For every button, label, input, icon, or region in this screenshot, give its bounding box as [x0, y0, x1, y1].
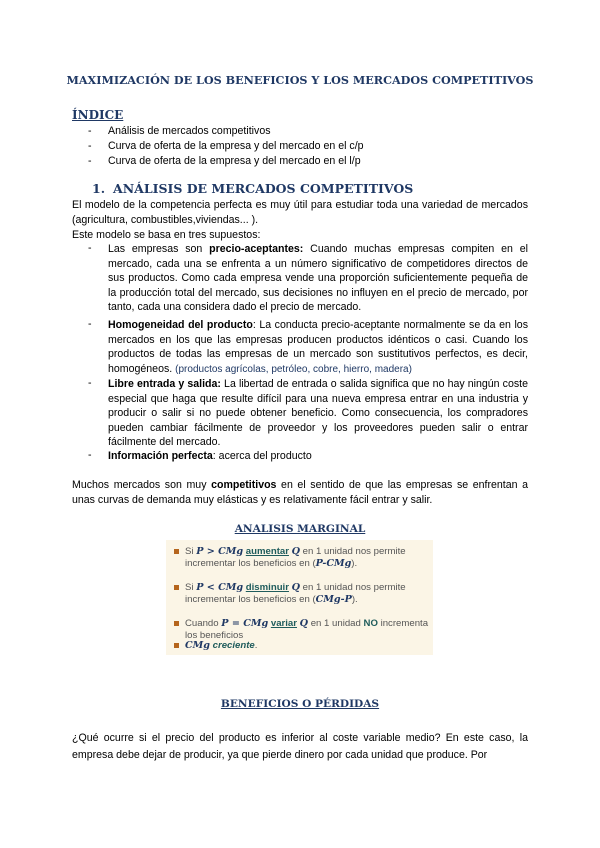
summary-text: en el sentido de que las empresas se enfrentan a unas curvas de demanda muy elásticas y es relativamente fácil entrar y salir.: [72, 479, 528, 507]
document-title: MAXIMIZACIÓN DE LOS BENEFICIOS Y LOS MERCADOS COMPETITIVOS: [66, 73, 534, 87]
assumption-item: [108, 449, 528, 464]
assumption-term: precio-aceptantes:: [209, 243, 304, 255]
profits-paragraph: ¿Qué ocurre si el precio del producto es inferior al coste variable medio? En este caso, la empresa debe dejar de producir, ya que pierde dinero por cada unidad que produce. Por: [72, 732, 528, 761]
intro-line: Este modelo se basa en tres supuestos:: [72, 229, 261, 241]
square-bullet-icon: [174, 643, 179, 648]
bullet: -: [88, 377, 92, 389]
bullet: -: [88, 449, 92, 461]
assumption-item: [108, 318, 528, 377]
square-bullet-icon: [174, 585, 179, 590]
assumption-term: Libre entrada y salida:: [108, 378, 221, 390]
bullet: -: [88, 140, 92, 152]
assumption-item: [108, 377, 528, 450]
assumption-text: : La conducta precio-aceptante normalmente se da en los mercados en los que las empresas producen productos idénticos o casi. Cuando los productos de todas las empresas de un mercado son sustitutivos perfectos, es decir, homogéneos.: [108, 319, 528, 375]
assumption-text: Cuando muchas empresas compiten en el mercado, cada una se enfrenta a un número significativo de competidores directos de sus productos. Como cada empresa vende una proporción suficientemente pequeña de la producción total del mercado, sus decisiones no influyen en el precio de mercado, por tanto, cada una considera dado el precio de mercado.: [108, 243, 528, 313]
marginal-analysis-box: Si P > CMg aumentar Q en 1 unidad nos permite incrementar los beneficios en (P-CMg). Si P < CMg disminuir Q en 1 unidad nos permite incrementar los beneficios en (CMg-P). Cuando P = CMg variar Q en 1 unidad NO incrementa los beneficios CMg creciente.: [166, 540, 433, 655]
index-heading: ÍNDICE: [72, 108, 124, 122]
profits-heading-text: BENEFICIOS O PÉRDIDAS: [220, 698, 380, 710]
assumption-examples: (productos agrícolas, petróleo, cobre, hierro, madera): [175, 363, 412, 375]
bullet: -: [88, 242, 92, 254]
assumption-term: Homogeneidad del producto: [108, 319, 253, 331]
summary-paragraph: [72, 478, 528, 509]
intro-paragraph: El modelo de la competencia perfecta es muy útil para estudiar toda una variedad de mercados (agricultura, combustibles,viviendas... ).: [72, 199, 528, 227]
index-item: Curva de oferta de la empresa y del mercado en el c/p: [108, 140, 364, 152]
square-bullet-icon: [174, 549, 179, 554]
square-bullet-icon: [174, 621, 179, 626]
assumption-item: [108, 242, 528, 315]
bullet: -: [88, 318, 92, 330]
section-heading: [92, 181, 413, 196]
section-title: ANÁLISIS DE MERCADOS COMPETITIVOS: [113, 181, 414, 196]
summary-text: Muchos mercados son muy: [72, 479, 212, 491]
section-number: 1.: [92, 181, 106, 196]
summary-bold: competitivos: [211, 479, 277, 491]
bullet: -: [88, 155, 92, 167]
marginal-heading-text: ANALISIS MARGINAL: [234, 523, 366, 535]
index-item: Curva de oferta de la empresa y del mercado en el l/p: [108, 155, 361, 167]
assumption-lead: Las empresas son: [108, 243, 210, 255]
bullet: -: [88, 125, 92, 137]
index-item: Análisis de mercados competitivos: [108, 125, 271, 137]
profits-heading: [0, 698, 600, 710]
marginal-heading: [0, 523, 600, 535]
assumption-text: La libertad de entrada o salida significa que no hay ningún coste especial que haga que resulte difícil para una nueva empresa entrar en una industria y producir o salir si no puede obtener beneficio. Como consecuencia, los compradores pueden cambiar fácilmente de proveedor y los proveedores pueden salir o entrar fácilmente del mercado.: [108, 378, 529, 448]
assumption-term: Información perfecta: [108, 450, 213, 462]
assumption-text: : acerca del producto: [212, 450, 312, 462]
